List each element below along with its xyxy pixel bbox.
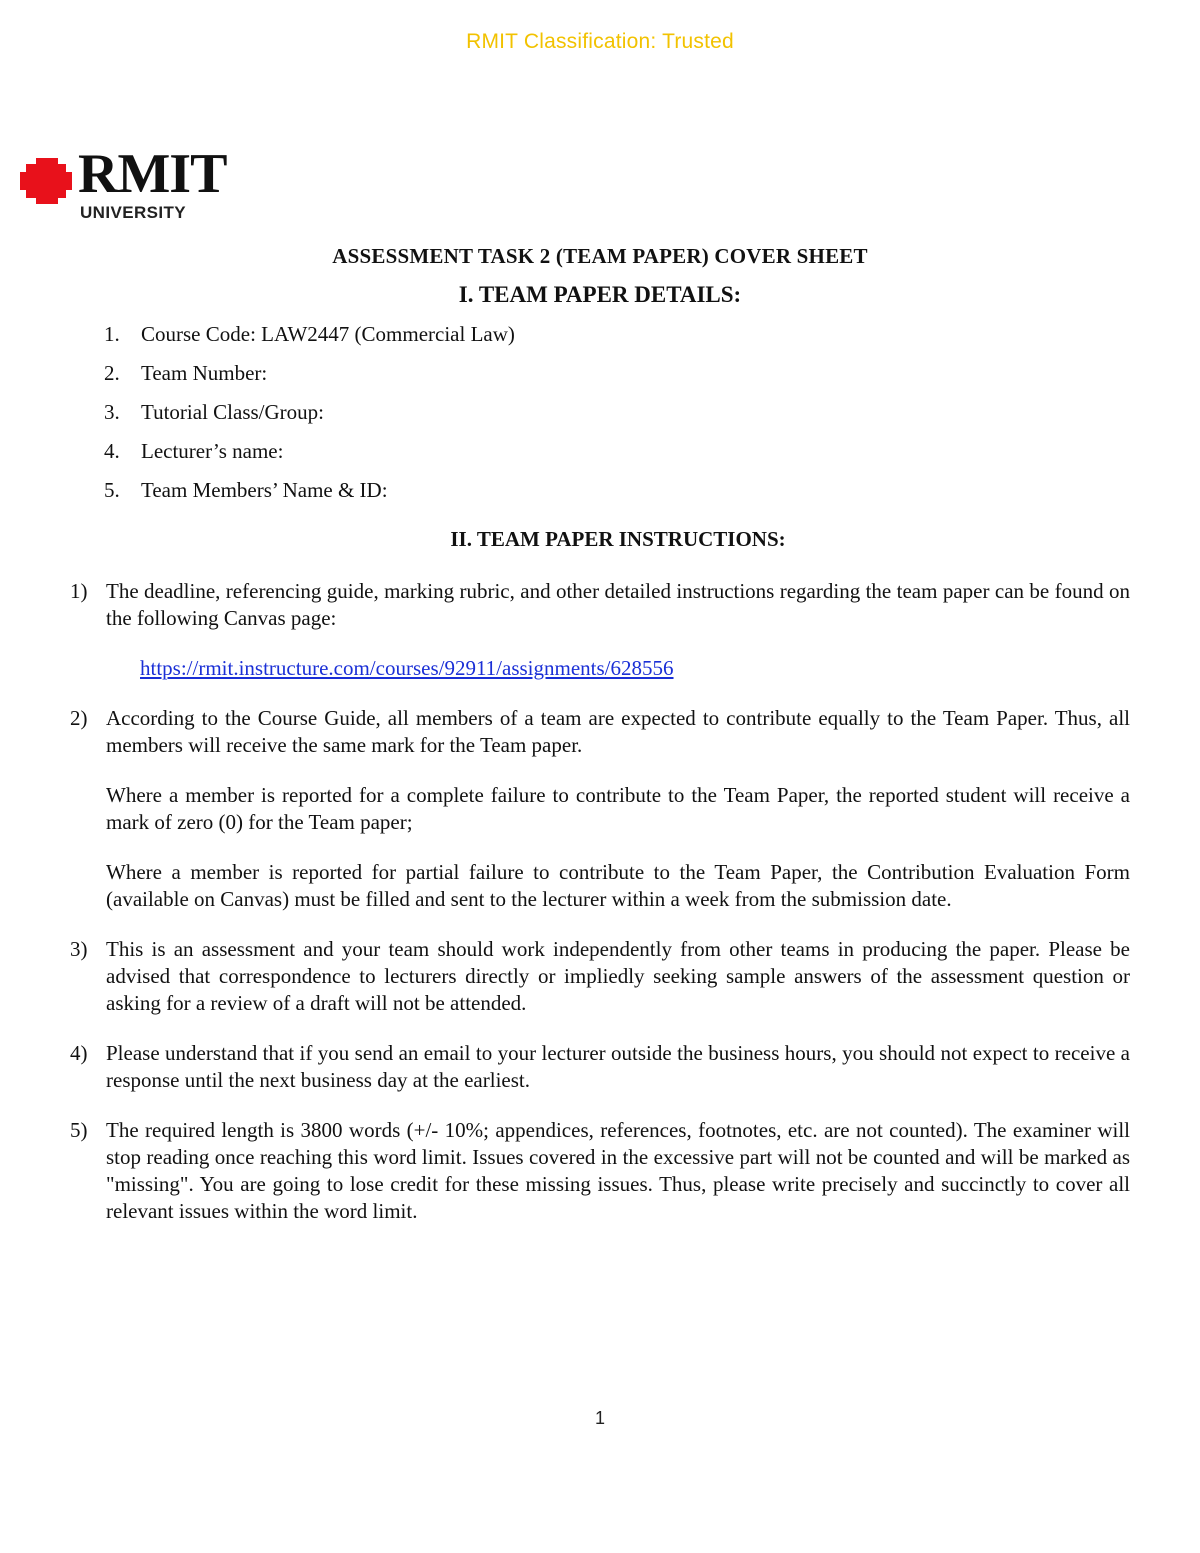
details-item [104,359,515,398]
details-item-number: 5. [104,478,120,502]
instruction-paragraph: Where a member is reported for partial failure to contribute to the Team Paper, the Contribution Evaluation Form (available on Canvas) must be filled and sent to the lecturer within a week from the submission date. [106,860,1130,911]
details-item-number: 2. [104,361,120,385]
details-item [104,437,515,476]
details-item [104,476,515,515]
details-list [104,320,515,515]
instruction-item [70,1040,1130,1094]
details-item-text: Team Members’ Name & ID: [141,478,388,502]
canvas-link-line [106,655,1130,682]
instruction-paragraph: Please understand that if you send an email to your lecturer outside the business hours, you should not expect to receive a response until the next business day at the earliest. [106,1041,1130,1092]
instruction-paragraph: The deadline, referencing guide, marking rubric, and other detailed instructions regarding the team paper can be found on the following Canvas page: [106,579,1130,630]
instruction-number: 1) [70,579,88,603]
details-item-text: Course Code: LAW2447 (Commercial Law) [141,322,515,346]
rmit-pixel-mark-icon [18,156,74,206]
instruction-item [70,705,1130,913]
details-item [104,398,515,437]
details-item-text: Lecturer’s name: [141,439,284,463]
instruction-item [70,578,1130,682]
instruction-item [70,936,1130,1017]
details-item-text: Tutorial Class/Group: [141,400,324,424]
details-item-number: 3. [104,400,120,424]
page-number: 1 [594,1408,605,1428]
details-item [104,320,515,359]
details-heading: I. TEAM PAPER DETAILS: [458,282,742,307]
rmit-logo [18,143,238,230]
instruction-paragraph: This is an assessment and your team should work independently from other teams in producing the paper. Please be advised that correspondence to lecturers directly or impliedly seeking sample answers of the assessment question or asking for a review of a draft will not be attended. [106,937,1130,1015]
details-item-number: 4. [104,439,120,463]
canvas-assignment-link[interactable]: https://rmit.instructure.com/courses/92911/assignments/628556 [140,656,674,680]
instruction-number: 4) [70,1041,88,1065]
classification-label: RMIT Classification: Trusted [466,30,734,53]
details-item-number: 1. [104,322,120,346]
logo-wordmark: RMIT [78,143,227,205]
instruction-paragraph: The required length is 3800 words (+/- 10%; appendices, references, footnotes, etc. are not counted). The examiner will stop reading once reaching this word limit. Issues covered in the excessive part will not be counted and will be marked as "missing". You are going to lose credit for these missing issues. Thus, please write precisely and succinctly to cover all relevant issues within the word limit. [106,1118,1130,1223]
instruction-number: 5) [70,1118,88,1142]
details-item-text: Team Number: [141,361,268,385]
instruction-paragraph: According to the Course Guide, all members of a team are expected to contribute equally to the Team Paper. Thus, all members will receive the same mark for the Team paper. [106,706,1130,757]
instructions-list [70,578,1130,1248]
instruction-paragraph: Where a member is reported for a complete failure to contribute to the Team Paper, the reported student will receive a mark of zero (0) for the Team paper; [106,783,1130,834]
instructions-heading: II. TEAM PAPER INSTRUCTIONS: [450,527,786,551]
instruction-number: 2) [70,706,88,730]
logo-subtitle: UNIVERSITY [80,203,187,222]
instruction-item [70,1117,1130,1225]
instruction-number: 3) [70,937,88,961]
document-title: ASSESSMENT TASK 2 (TEAM PAPER) COVER SHEET [332,244,868,268]
